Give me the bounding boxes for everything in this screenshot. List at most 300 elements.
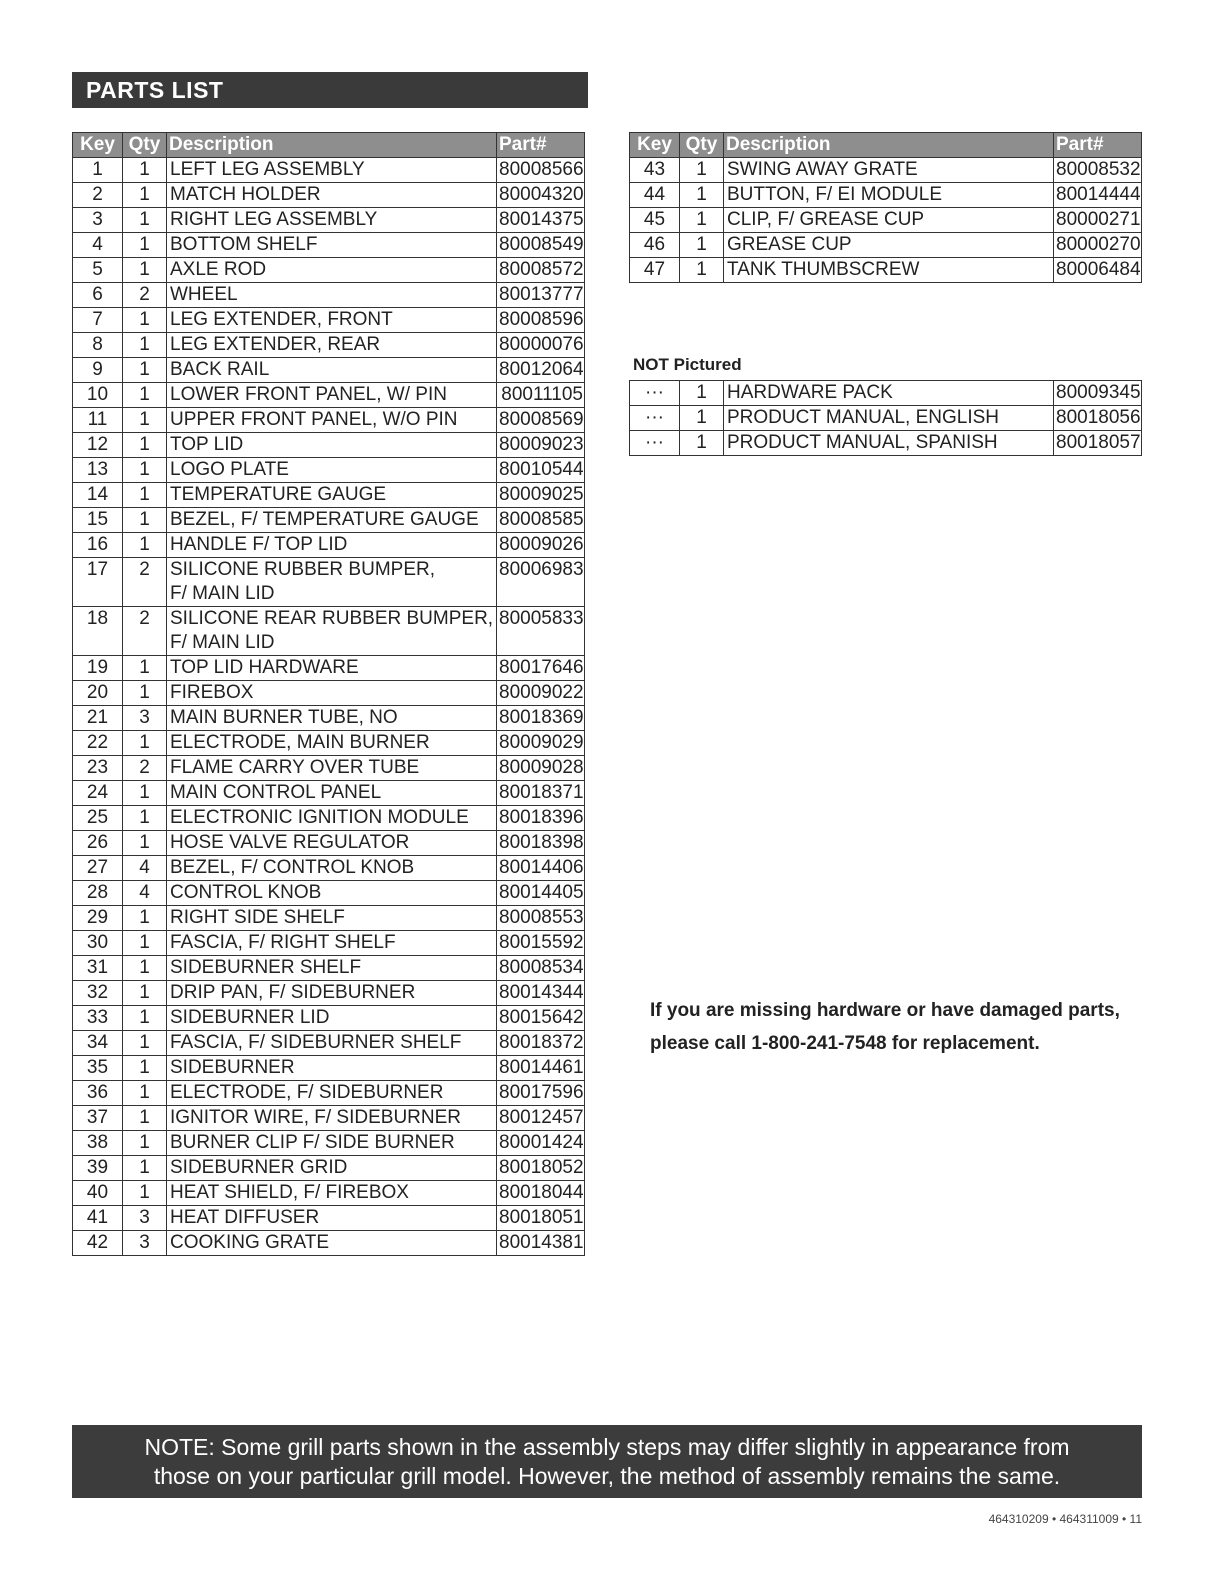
cell-qty: 1	[123, 781, 167, 806]
cell-qty: 1	[123, 333, 167, 358]
description-line: GREASE CUP	[727, 234, 852, 255]
cell-description	[724, 233, 1054, 258]
table-row	[73, 806, 585, 831]
cell-description	[167, 1156, 497, 1181]
cell-description	[167, 656, 497, 681]
cell-part-number: 80018371	[497, 781, 585, 806]
cell-key: 47	[630, 258, 680, 283]
col-qty-header: Qty	[123, 133, 167, 158]
description-line: IGNITOR WIRE, F/ SIDEBURNER	[170, 1107, 462, 1128]
cell-qty: 1	[123, 1131, 167, 1156]
cell-description	[167, 731, 497, 756]
cell-qty: 4	[123, 856, 167, 881]
cell-key: 16	[73, 533, 123, 558]
cell-key: 40	[73, 1181, 123, 1206]
cell-key: 12	[73, 433, 123, 458]
cell-qty: 1	[123, 931, 167, 956]
cell-part-number: 80012457	[497, 1106, 585, 1131]
cell-key: 41	[73, 1206, 123, 1231]
cell-part-number: 80014461	[497, 1056, 585, 1081]
cell-part-number: 80014405	[497, 881, 585, 906]
cell-key: 27	[73, 856, 123, 881]
description-line: LEG EXTENDER, REAR	[170, 334, 381, 355]
cell-key: 42	[73, 1231, 123, 1256]
description-line: RIGHT SIDE SHELF	[170, 907, 345, 928]
table-row	[630, 406, 1142, 431]
assembly-note-line1: NOTE: Some grill parts shown in the assembly steps may differ slightly in appearance from	[144, 1434, 1070, 1460]
cell-description	[167, 931, 497, 956]
description-line: PRODUCT MANUAL, SPANISH	[727, 432, 998, 453]
cell-key: 28	[73, 881, 123, 906]
cell-part-number: 80006484	[1054, 258, 1142, 283]
cell-qty: 1	[123, 483, 167, 508]
col-key-header: Key	[73, 133, 123, 158]
col-part-header: Part#	[497, 133, 585, 158]
cell-description	[167, 1231, 497, 1256]
cell-part-number: 80018044	[497, 1181, 585, 1206]
table-row	[73, 1081, 585, 1106]
cell-description	[724, 258, 1054, 283]
cell-key: 37	[73, 1106, 123, 1131]
missing-note-prefix: please call	[650, 1033, 752, 1054]
col-key-header: Key	[630, 133, 680, 158]
cell-description	[167, 1181, 497, 1206]
table-row	[73, 756, 585, 781]
cell-part-number: 80008553	[497, 906, 585, 931]
cell-key: 32	[73, 981, 123, 1006]
description-line: ELECTRONIC IGNITION MODULE	[170, 807, 469, 828]
cell-qty: 2	[123, 607, 167, 656]
cell-key: 21	[73, 706, 123, 731]
cell-part-number: 80015642	[497, 1006, 585, 1031]
cell-part-number: 80014344	[497, 981, 585, 1006]
cell-qty: 1	[680, 406, 724, 431]
description-line: AXLE ROD	[170, 259, 267, 280]
table-row	[73, 931, 585, 956]
cell-description	[167, 1131, 497, 1156]
cell-description	[167, 408, 497, 433]
cell-description	[167, 1006, 497, 1031]
table-row	[73, 208, 585, 233]
table-row	[73, 233, 585, 258]
description-line: BEZEL, F/ TEMPERATURE GAUGE	[170, 509, 479, 530]
cell-qty: 1	[680, 183, 724, 208]
cell-key: 22	[73, 731, 123, 756]
cell-qty: 1	[123, 408, 167, 433]
cell-key: 46	[630, 233, 680, 258]
cell-description	[724, 158, 1054, 183]
cell-qty: 1	[123, 1006, 167, 1031]
cell-qty: 1	[680, 431, 724, 456]
table-row	[73, 408, 585, 433]
cell-part-number: 80009345	[1054, 381, 1142, 406]
description-line: WHEEL	[170, 284, 238, 305]
cell-description	[167, 981, 497, 1006]
cell-key: 14	[73, 483, 123, 508]
cell-key: 6	[73, 283, 123, 308]
table-row	[73, 956, 585, 981]
cell-key: 2	[73, 183, 123, 208]
cell-description	[167, 1206, 497, 1231]
cell-key: 25	[73, 806, 123, 831]
cell-description	[167, 233, 497, 258]
cell-part-number: 80006983	[497, 558, 585, 607]
table-header-row	[73, 133, 585, 158]
cell-key: 31	[73, 956, 123, 981]
description-line: TEMPERATURE GAUGE	[170, 484, 387, 505]
cell-key: 35	[73, 1056, 123, 1081]
table-row	[73, 781, 585, 806]
description-line: UPPER FRONT PANEL, W/O PIN	[170, 409, 458, 430]
cell-description	[167, 358, 497, 383]
col-part-header: Part#	[1054, 133, 1142, 158]
table-row	[73, 158, 585, 183]
page-number: 464310209 • 464311009 • 11	[988, 1512, 1142, 1526]
table-row	[73, 308, 585, 333]
table-row	[630, 431, 1142, 456]
col-description-header: Description	[167, 133, 497, 158]
not-pictured-heading: NOT Pictured	[633, 355, 742, 374]
cell-part-number: 80000271	[1054, 208, 1142, 233]
cell-qty: 1	[123, 1031, 167, 1056]
table-row	[73, 458, 585, 483]
cell-key: 44	[630, 183, 680, 208]
cell-description	[167, 856, 497, 881]
cell-qty: 1	[123, 1181, 167, 1206]
cell-description	[167, 756, 497, 781]
description-line: SIDEBURNER LID	[170, 1007, 330, 1028]
table-row	[73, 1031, 585, 1056]
cell-part-number: 80008532	[1054, 158, 1142, 183]
cell-part-number: 80014444	[1054, 183, 1142, 208]
table-row	[73, 1181, 585, 1206]
description-line: SIDEBURNER	[170, 1057, 295, 1078]
description-line: BACK RAIL	[170, 359, 270, 380]
table-row	[73, 681, 585, 706]
cell-qty: 2	[123, 756, 167, 781]
cell-description	[167, 1056, 497, 1081]
assembly-note-line2: those on your particular grill model. However, the method of assembly remains the same.	[153, 1463, 1061, 1489]
table-row	[73, 731, 585, 756]
cell-description	[167, 781, 497, 806]
cell-description	[724, 183, 1054, 208]
cell-part-number: 80008549	[497, 233, 585, 258]
cell-qty: 1	[123, 158, 167, 183]
parts-table-right	[629, 132, 1142, 283]
description-line: LOWER FRONT PANEL, W/ PIN	[170, 384, 447, 405]
cell-qty: 1	[680, 233, 724, 258]
description-line: TOP LID HARDWARE	[170, 657, 359, 678]
parts-table-left	[72, 132, 585, 1256]
table-row	[73, 258, 585, 283]
cell-description	[724, 208, 1054, 233]
cell-description	[167, 956, 497, 981]
cell-key: 11	[73, 408, 123, 433]
parts-list-banner	[72, 72, 588, 108]
cell-qty: 1	[123, 1156, 167, 1181]
col-description-header: Description	[724, 133, 1054, 158]
cell-part-number: 80000270	[1054, 233, 1142, 258]
missing-note-line2	[650, 1027, 1150, 1060]
cell-key: 3	[73, 208, 123, 233]
table-row	[630, 158, 1142, 183]
phone-number: 1-800-241-7548	[751, 1033, 887, 1054]
table-row	[630, 258, 1142, 283]
description-line: HARDWARE PACK	[727, 382, 893, 403]
cell-qty: 1	[123, 656, 167, 681]
cell-part-number: 80001424	[497, 1131, 585, 1156]
cell-description	[167, 1081, 497, 1106]
cell-key: 13	[73, 458, 123, 483]
description-line: SIDEBURNER GRID	[170, 1157, 348, 1178]
cell-qty: 1	[123, 831, 167, 856]
cell-description	[167, 558, 497, 607]
table-row	[630, 208, 1142, 233]
cell-description	[167, 607, 497, 656]
cell-part-number: 80018057	[1054, 431, 1142, 456]
cell-qty: 1	[123, 906, 167, 931]
cell-part-number: 80009025	[497, 483, 585, 508]
cell-part-number: 80018398	[497, 831, 585, 856]
cell-description	[167, 433, 497, 458]
cell-part-number: 80005833	[497, 607, 585, 656]
table-row	[73, 1156, 585, 1181]
cell-key: 10	[73, 383, 123, 408]
cell-qty: 1	[680, 258, 724, 283]
cell-qty: 4	[123, 881, 167, 906]
cell-part-number: 80018052	[497, 1156, 585, 1181]
cell-description	[167, 208, 497, 233]
cell-qty: 1	[123, 183, 167, 208]
description-line: RIGHT LEG ASSEMBLY	[170, 209, 378, 230]
missing-note-suffix: for replacement.	[886, 1033, 1040, 1054]
cell-part-number: 80018051	[497, 1206, 585, 1231]
description-line: MAIN CONTROL PANEL	[170, 782, 382, 803]
cell-key: 18	[73, 607, 123, 656]
cell-qty: 1	[123, 258, 167, 283]
not-pictured-table	[629, 380, 1142, 456]
cell-key: ···	[630, 431, 680, 456]
table-row	[630, 381, 1142, 406]
cell-description	[167, 681, 497, 706]
cell-part-number: 80018372	[497, 1031, 585, 1056]
table-row	[73, 383, 585, 408]
cell-part-number: 80014381	[497, 1231, 585, 1256]
description-line: FASCIA, F/ SIDEBURNER SHELF	[170, 1032, 462, 1053]
cell-part-number: 80018369	[497, 706, 585, 731]
description-line: LEFT LEG ASSEMBLY	[170, 159, 365, 180]
cell-part-number: 80012064	[497, 358, 585, 383]
description-line-2: F/ MAIN LID	[170, 583, 275, 604]
cell-key: 23	[73, 756, 123, 781]
table-row	[630, 233, 1142, 258]
description-line: LEG EXTENDER, FRONT	[170, 309, 393, 330]
cell-description	[167, 881, 497, 906]
cell-part-number: 80004320	[497, 183, 585, 208]
cell-qty: 1	[123, 806, 167, 831]
description-line: SIDEBURNER SHELF	[170, 957, 362, 978]
cell-key: 4	[73, 233, 123, 258]
cell-qty: 1	[123, 981, 167, 1006]
cell-qty: 1	[123, 358, 167, 383]
cell-part-number: 80018396	[497, 806, 585, 831]
cell-part-number: 80009022	[497, 681, 585, 706]
cell-description	[167, 533, 497, 558]
cell-key: 7	[73, 308, 123, 333]
table-row	[73, 358, 585, 383]
description-line: FASCIA, F/ RIGHT SHELF	[170, 932, 396, 953]
table-row	[73, 706, 585, 731]
cell-qty: 1	[680, 158, 724, 183]
description-line: FLAME CARRY OVER TUBE	[170, 757, 420, 778]
table-row	[73, 483, 585, 508]
table-row	[73, 1056, 585, 1081]
table-row	[73, 881, 585, 906]
description-line: BOTTOM SHELF	[170, 234, 318, 255]
table-row	[73, 906, 585, 931]
description-line: TOP LID	[170, 434, 244, 455]
cell-part-number: 80011105	[497, 383, 585, 408]
cell-qty: 1	[123, 308, 167, 333]
cell-qty: 1	[123, 1056, 167, 1081]
cell-description	[167, 333, 497, 358]
cell-part-number: 80009028	[497, 756, 585, 781]
table-row	[73, 831, 585, 856]
cell-qty: 3	[123, 706, 167, 731]
cell-part-number: 80008585	[497, 508, 585, 533]
cell-key: 38	[73, 1131, 123, 1156]
description-line: MATCH HOLDER	[170, 184, 321, 205]
cell-description	[167, 383, 497, 408]
description-line: BUTTON, F/ EI MODULE	[727, 184, 943, 205]
cell-part-number: 80009029	[497, 731, 585, 756]
cell-key: 36	[73, 1081, 123, 1106]
cell-description	[167, 483, 497, 508]
table-row	[73, 607, 585, 656]
cell-part-number: 80000076	[497, 333, 585, 358]
cell-qty: 3	[123, 1231, 167, 1256]
cell-qty: 2	[123, 558, 167, 607]
description-line: FIREBOX	[170, 682, 254, 703]
cell-part-number: 80014375	[497, 208, 585, 233]
cell-part-number: 80010544	[497, 458, 585, 483]
cell-description	[724, 406, 1054, 431]
cell-key: 45	[630, 208, 680, 233]
cell-key: 1	[73, 158, 123, 183]
cell-part-number: 80008534	[497, 956, 585, 981]
cell-qty: 1	[680, 381, 724, 406]
cell-part-number: 80008596	[497, 308, 585, 333]
missing-note-line1: If you are missing hardware or have damaged parts,	[650, 1000, 1120, 1021]
cell-key: 24	[73, 781, 123, 806]
cell-qty: 1	[123, 433, 167, 458]
cell-description	[167, 158, 497, 183]
description-line: SWING AWAY GRATE	[727, 159, 918, 180]
cell-description	[167, 706, 497, 731]
description-line: BEZEL, F/ CONTROL KNOB	[170, 857, 415, 878]
cell-description	[167, 308, 497, 333]
table-row	[73, 1131, 585, 1156]
cell-key: 30	[73, 931, 123, 956]
cell-qty: 1	[123, 508, 167, 533]
table-row	[73, 558, 585, 607]
cell-description	[167, 831, 497, 856]
cell-part-number: 80008566	[497, 158, 585, 183]
description-line: COOKING GRATE	[170, 1232, 330, 1253]
description-line-2: F/ MAIN LID	[170, 632, 275, 653]
cell-description	[724, 381, 1054, 406]
cell-description	[167, 906, 497, 931]
cell-qty: 1	[123, 458, 167, 483]
cell-part-number: 80017596	[497, 1081, 585, 1106]
cell-description	[167, 283, 497, 308]
description-line: ELECTRODE, F/ SIDEBURNER	[170, 1082, 444, 1103]
cell-part-number: 80008569	[497, 408, 585, 433]
cell-description	[724, 431, 1054, 456]
description-line: CONTROL KNOB	[170, 882, 322, 903]
cell-description	[167, 1031, 497, 1056]
cell-key: 8	[73, 333, 123, 358]
cell-part-number: 80014406	[497, 856, 585, 881]
table-row	[73, 333, 585, 358]
cell-qty: 1	[123, 233, 167, 258]
cell-qty: 1	[123, 383, 167, 408]
table-row	[73, 981, 585, 1006]
cell-qty: 1	[123, 1081, 167, 1106]
cell-part-number: 80017646	[497, 656, 585, 681]
description-line: HEAT DIFFUSER	[170, 1207, 320, 1228]
description-line: SILICONE REAR RUBBER BUMPER,	[170, 608, 494, 629]
table-row	[630, 183, 1142, 208]
cell-key: 34	[73, 1031, 123, 1056]
description-line: HOSE VALVE REGULATOR	[170, 832, 410, 853]
cell-key: 17	[73, 558, 123, 607]
cell-key: 43	[630, 158, 680, 183]
cell-qty: 1	[123, 208, 167, 233]
cell-qty: 1	[123, 956, 167, 981]
description-line: HEAT SHIELD, F/ FIREBOX	[170, 1182, 409, 1203]
missing-parts-note	[650, 994, 1150, 1060]
assembly-note-banner	[72, 1425, 1142, 1498]
cell-qty: 3	[123, 1206, 167, 1231]
table-row	[73, 1206, 585, 1231]
cell-qty: 1	[680, 208, 724, 233]
cell-part-number: 80018056	[1054, 406, 1142, 431]
cell-key: 26	[73, 831, 123, 856]
description-line: ELECTRODE, MAIN BURNER	[170, 732, 430, 753]
description-line: SILICONE RUBBER BUMPER,	[170, 559, 435, 580]
table-row	[73, 656, 585, 681]
description-line: HANDLE F/ TOP LID	[170, 534, 348, 555]
description-line: BURNER CLIP F/ SIDE BURNER	[170, 1132, 455, 1153]
cell-part-number: 80013777	[497, 283, 585, 308]
cell-key: 39	[73, 1156, 123, 1181]
table-row	[73, 433, 585, 458]
cell-description	[167, 458, 497, 483]
table-row	[73, 1231, 585, 1256]
description-line: MAIN BURNER TUBE, NO	[170, 707, 398, 728]
cell-key: ···	[630, 381, 680, 406]
description-line: CLIP, F/ GREASE CUP	[727, 209, 925, 230]
table-row	[73, 533, 585, 558]
cell-description	[167, 806, 497, 831]
col-qty-header: Qty	[680, 133, 724, 158]
cell-description	[167, 258, 497, 283]
description-line: LOGO PLATE	[170, 459, 289, 480]
cell-description	[167, 508, 497, 533]
description-line: TANK THUMBSCREW	[727, 259, 920, 280]
description-line: PRODUCT MANUAL, ENGLISH	[727, 407, 1000, 428]
